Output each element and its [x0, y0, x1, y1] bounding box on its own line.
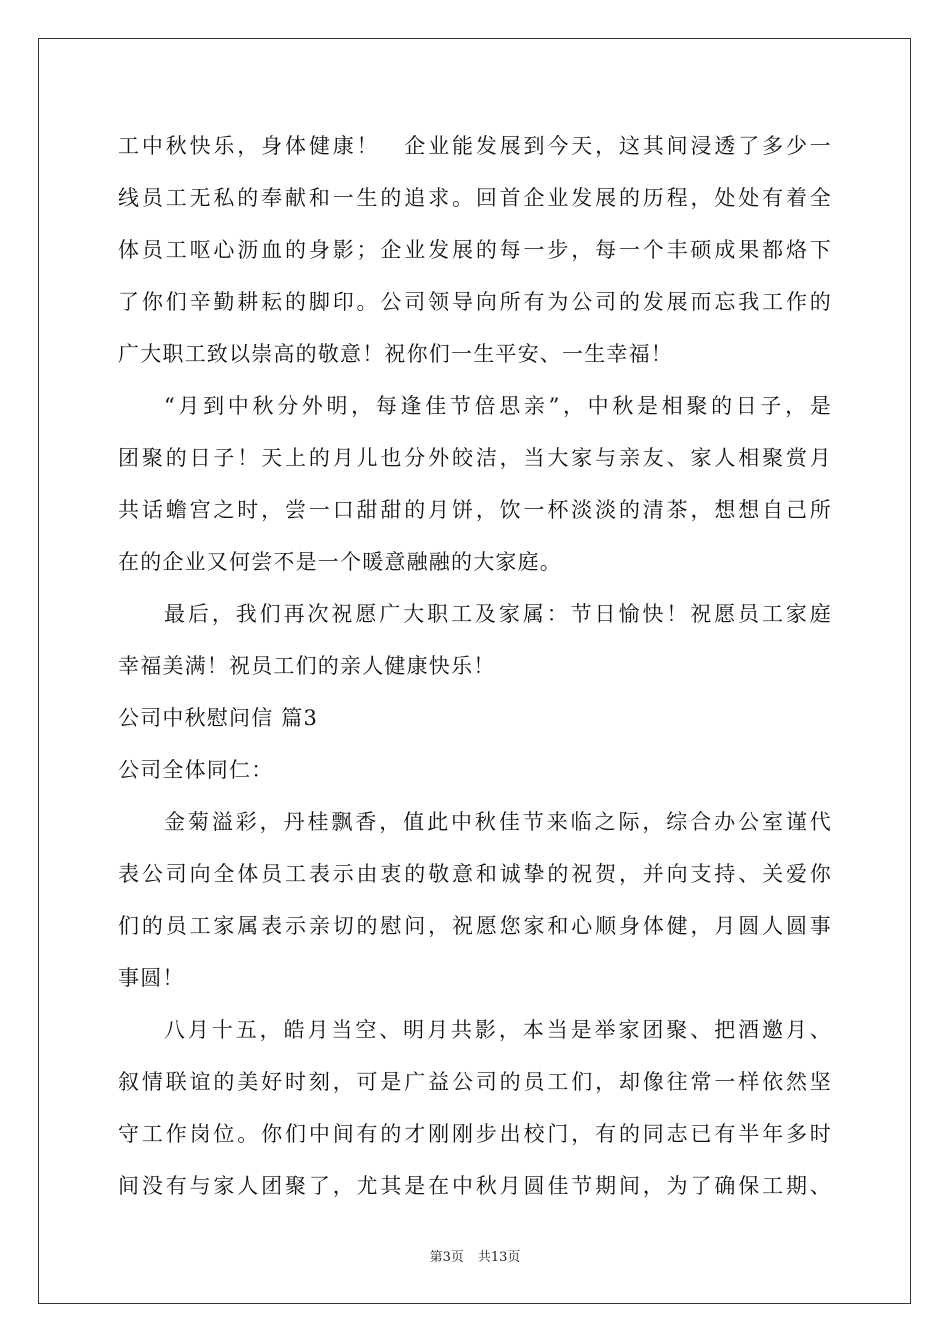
- page-total: 共13页: [477, 1250, 521, 1265]
- text-line: 金菊溢彩，丹桂飘香，值此中秋佳节来临之际，综合办公室谨代: [164, 810, 832, 834]
- text-line: 体员工呕心沥血的身影；企业发展的每一步，每一个丰硕成果都烙下: [118, 238, 832, 262]
- text-line: 最后，我们再次祝愿广大职工及家属：节日愉快！祝愿员工家庭: [164, 602, 832, 626]
- page-footer: [0, 1246, 950, 1265]
- page-number: 第3页: [429, 1250, 464, 1265]
- text-line: 在的企业又何尝不是一个暖意融融的大家庭。: [118, 550, 562, 574]
- text-line: 线员工无私的奉献和一生的追求。回首企业发展的历程，处处有着全: [118, 186, 832, 210]
- text-line: 广大职工致以崇高的敬意！祝你们一生平安、一生幸福！: [118, 342, 673, 366]
- text-line: 工中秋快乐，身体健康！ 企业能发展到今天，这其间浸透了多少一: [118, 134, 832, 158]
- text-line: “月到中秋分外明，每逢佳节倍思亲”，中秋是相聚的日子，是: [164, 394, 832, 418]
- text-line: 幸福美满！祝员工们的亲人健康快乐！: [118, 654, 496, 678]
- text-line: 守工作岗位。你们中间有的才刚刚步出校门，有的同志已有半年多时: [118, 1122, 832, 1146]
- text-line: 八月十五，皓月当空、明月共影，本当是举家团聚、把酒邀月、: [164, 1018, 832, 1042]
- text-line: 事圆！: [118, 966, 185, 990]
- text-line: 团聚的日子！天上的月儿也分外皎洁，当大家与亲友、家人相聚赏月: [118, 446, 832, 470]
- section-heading: 公司中秋慰问信 篇3: [118, 706, 319, 730]
- text-line: 间没有与家人团聚了，尤其是在中秋月圆佳节期间，为了确保工期、: [118, 1174, 832, 1198]
- document-body: [118, 120, 832, 1212]
- salutation: 公司全体同仁：: [118, 758, 274, 782]
- text-line: 了你们辛勤耕耘的脚印。公司领导向所有为公司的发展而忘我工作的: [118, 290, 832, 314]
- text-line: 共话蟾宫之时，尝一口甜甜的月饼，饮一杯淡淡的清茶，想想自己所: [118, 498, 832, 522]
- text-line: 们的员工家属表示亲切的慰问，祝愿您家和心顺身体健，月圆人圆事: [118, 914, 832, 938]
- text-line: 表公司向全体员工表示由衷的敬意和诚挚的祝贺，并向支持、关爱你: [118, 862, 832, 886]
- text-line: 叙情联谊的美好时刻，可是广益公司的员工们，却像往常一样依然坚: [118, 1070, 832, 1094]
